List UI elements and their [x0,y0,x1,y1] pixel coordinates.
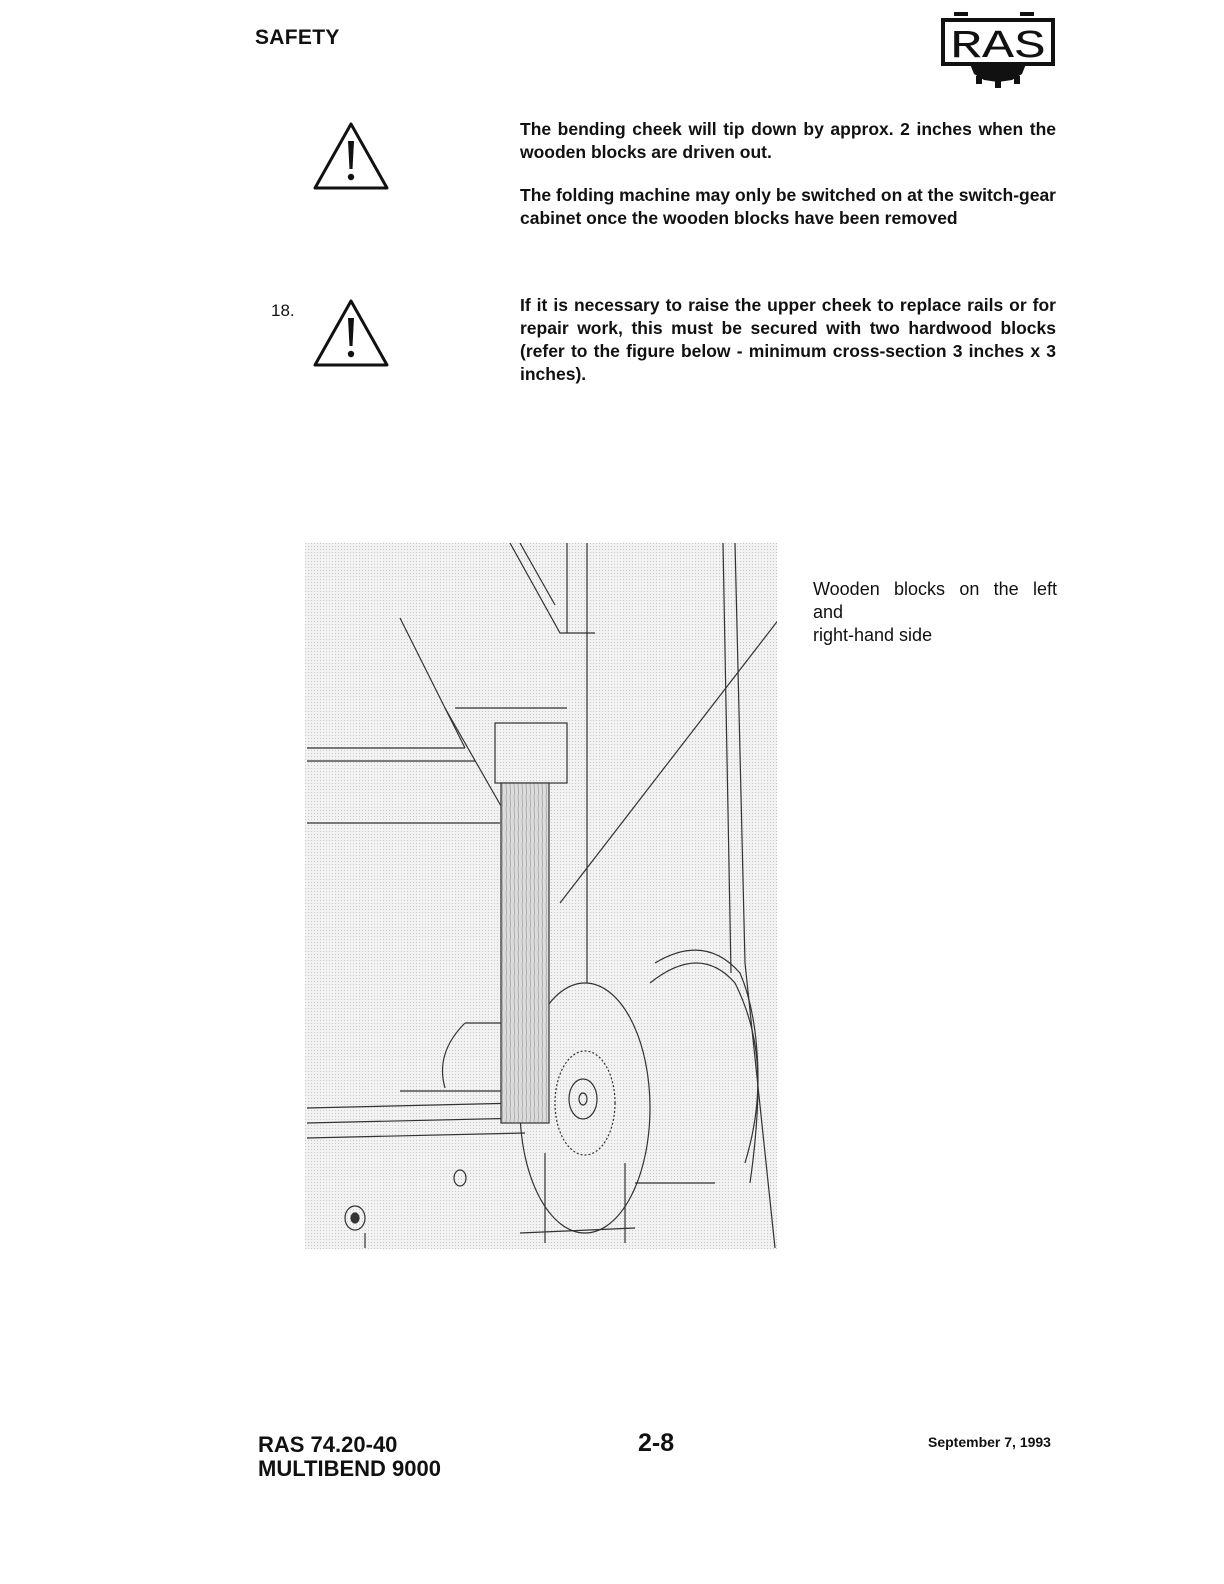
warning-paragraph: The folding machine may only be switched on at the switch-gear cabinet once the wooden blocks have been removed [520,185,1056,228]
doc-number: RAS 74.20-40 [258,1432,398,1457]
warning-icon [312,298,390,368]
product-name: MULTIBEND 9000 [258,1456,441,1481]
caption-line: right-hand side [813,625,933,645]
item-number: 18. [271,301,295,320]
document-date: September 7, 1993 [928,1434,1051,1450]
machine-figure [305,543,777,1249]
logo-text: RAS [950,25,1046,70]
caption-line: Wooden blocks on the left [813,579,1057,599]
page-number: 2-8 [638,1429,675,1457]
caption-line: and [813,602,844,622]
section-title: SAFETY [255,26,340,49]
figure-caption [813,578,1057,647]
footer-document-id [258,1433,441,1481]
warning-icon [312,121,390,191]
ras-logo [940,10,1056,90]
warning-paragraph: If it is necessary to raise the upper cheek to replace rails or for repair work, this must be secured with two hardwood blocks (refer to the figure below - minimum cross-section 3 inches x 3 inches). [520,295,1056,384]
warning-paragraph: The bending cheek will tip down by approx. 2 inches when the wooden blocks are driven out. [520,119,1056,162]
